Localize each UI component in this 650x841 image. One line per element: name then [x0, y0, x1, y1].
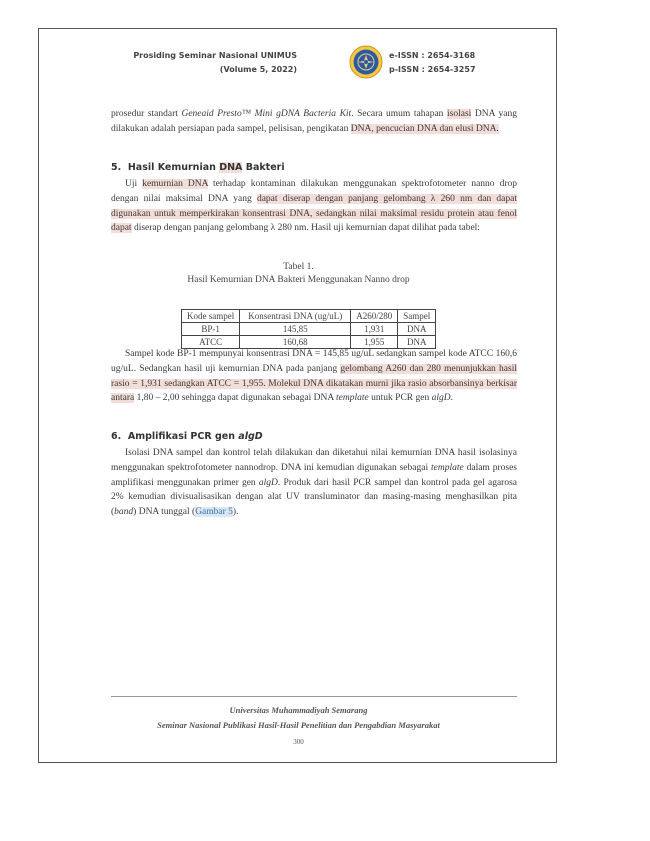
- table-row: [182, 323, 436, 336]
- table-cell: 1,955: [351, 336, 398, 349]
- page-number: 300: [293, 738, 304, 746]
- proceedings-title: Prosiding Seminar Nasional UNIMUS (Volume 5, 2022): [133, 51, 297, 74]
- table-header-cell: Sampel: [398, 310, 436, 323]
- table-discussion-paragraph: Sampel kode BP-1 mempunyai konsentrasi DNA = 145,85 ug/uL sedangkan sampel kode ATCC 160,6 ug/uL. Sedangkan hasil uji kemurnian DNA pada panjang gelombang A260 dan 280 menunjukkan hasil rasio = 1,931 sedangkan ATCC = 1,955. Molekul DNA dikatakan murni jika rasio absorbansinya berkisar antara 1,80 – 2,00 sehingga dapat digunakan sebagai DNA template untuk PCR gen algD.: [111, 349, 517, 404]
- purity-table: [181, 309, 436, 349]
- page-header: [133, 45, 519, 89]
- section-5-heading: 5. Hasil Kemurnian DNA Bakteri: [111, 162, 285, 173]
- footer-divider: [111, 696, 517, 697]
- issn-info: e-ISSN : 2654-3168 p-ISSN : 2654-3257: [389, 51, 476, 74]
- paper-page: [38, 28, 557, 763]
- intro-paragraph: prosedur standart Geneaid Presto™ Mini gDNA Bacteria Kit. Secara umum tahapan isolasi DNA yang dilakukan adalah persiapan pada sampel, pelisisan, pengikatan DNA, pencucian DNA dan elusi DNA.: [111, 109, 517, 134]
- footer-university: Universitas Muhammadiyah Semarang: [229, 705, 368, 715]
- table-caption: Tabel 1. Hasil Kemurnian DNA Bakteri Menggunakan Nanno drop: [187, 262, 410, 285]
- section-6-heading: 6. Amplifikasi PCR gen algD: [111, 431, 263, 442]
- table-header-row: [182, 310, 436, 323]
- footer-seminar: Seminar Nasional Publikasi Hasil-Hasil Penelitian dan Pengabdian Masyarakat: [157, 720, 440, 730]
- table-header-cell: Konsentrasi DNA (ug/uL): [240, 310, 351, 323]
- university-seal-icon: [349, 45, 383, 79]
- figure-reference-link[interactable]: Gambar 5: [195, 507, 233, 518]
- table-cell: 1,931: [351, 323, 398, 336]
- table-cell: DNA: [398, 323, 436, 336]
- table-header-cell: Kode sampel: [182, 310, 240, 323]
- table-cell: 160,68: [240, 336, 351, 349]
- section-5-paragraph: Uji kemurnian DNA terhadap kontaminan dilakukan menggunakan spektrofotometer nanno drop dengan nilai maksimal DNA yang dapat diserap dengan panjang gelombang λ 260 nm dan dapat digunakan untuk memperkirakan konsentrasi DNA, sedangkan nilai maksimal residu protein atau fenol dapat diserap dengan panjang gelombang λ 280 nm. Hasil uji kemurnian dapat dilihat pada tabel:: [111, 179, 518, 234]
- table-cell: BP-1: [182, 323, 240, 336]
- table-header-cell: A260/280: [351, 310, 398, 323]
- table-cell: 145,85: [240, 323, 351, 336]
- section-6-paragraph: Isolasi DNA sampel dan kontrol telah dilakukan dan diketahui nilai kemurnian DNA hasil isolasinya menggunakan spektrofotometer nannodrop. DNA ini kemudian digunakan sebagai template dalam proses amplifikasi menggunakan primer gen algD. Produk dari hasil PCR sampel dan kontrol pada gel agarosa 2% kemudian divisualisasikan dengan alat UV transluminator dan masing-masing menghasilkan pita (band) DNA tunggal (Gambar 5).: [111, 448, 517, 518]
- table-cell: DNA: [398, 336, 436, 349]
- table-cell: ATCC: [182, 336, 240, 349]
